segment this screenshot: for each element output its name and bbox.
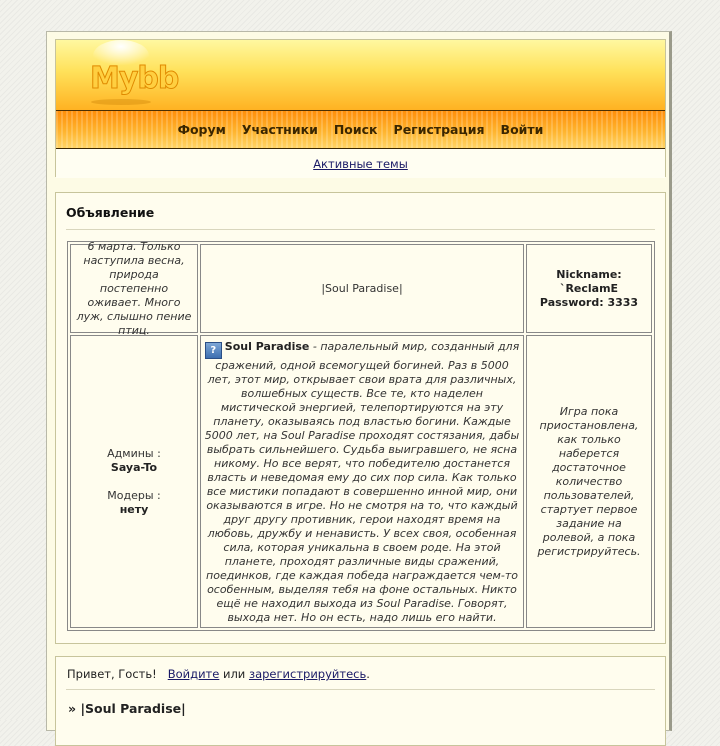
description-text: - паралельный мир, созданный для сражений, одной всемогущей богиней. Раз в 5000 лет, этот мир, открывает свои врата для различных, волшебных существ. Все те, кто наделен мистической энергией, телепортируются на эту планету, оказываясь под властью богини. Каждые 5000 лет, на Soul Paradise проходят состязания, дабы выбрать сильнейшего. Судьба выигравшего, не ясна никому. Но все верят, что победителю достанется власть и неведомая ему до сих пор сила. Как только все мистики попадают в совершенно инной мир, они оказываются в игре. Но не смотря на то, что каждый друг другу противник, герои находят время на любовь, дружбу и ненависть. У всех своя, особенная сила, которая уникальна в своем роде. На этой планете, проходят различные виды сражений, поединков, где каждая победа награждается чем-то особенным, выделяя тебя на фоне остальных. Никто ещё не находил выхода из Soul Paradise. Говорят, выхода нет. Но он есть, надо лишь его найти. xyxy=(204,340,520,624)
nav-forum[interactable]: Форум xyxy=(177,122,226,137)
nav-members[interactable]: Участники xyxy=(241,122,318,137)
nickname-value: `ReclamE xyxy=(559,281,619,295)
description-cell xyxy=(200,335,524,628)
date-cell: 6 марта. Только наступила весна, природа постепенно оживает. Много луж, слышно пение птиц. xyxy=(70,244,198,333)
login-link[interactable]: Войдите xyxy=(167,667,220,681)
nickname-label: Nickname: xyxy=(556,267,622,281)
subnav-bar xyxy=(56,149,665,178)
active-topics-link[interactable]: Активные темы xyxy=(313,156,408,171)
divider xyxy=(66,229,655,230)
forum-page xyxy=(46,31,672,731)
logo-text: Mybb xyxy=(90,61,179,96)
mods-label: Модеры : xyxy=(107,488,161,502)
nav-login[interactable]: Войти xyxy=(500,122,544,137)
register-link[interactable]: зарегистрируйтесь xyxy=(248,667,367,681)
admins-value: Saya-To xyxy=(110,460,158,474)
admins-label: Админы : xyxy=(107,446,161,460)
greeting-text: Привет, Гость! xyxy=(67,667,157,681)
announcement-block xyxy=(55,192,666,644)
forum-category-name: |Soul Paradise| xyxy=(80,701,186,716)
forum-prefix: » xyxy=(68,701,77,716)
password-text: Password: 3333 xyxy=(539,295,639,309)
header-banner xyxy=(56,40,665,110)
mybb-logo[interactable] xyxy=(86,46,179,106)
nav-register[interactable]: Регистрация xyxy=(393,122,485,137)
announcement-table xyxy=(67,241,655,631)
nav-search[interactable]: Поиск xyxy=(333,122,378,137)
divider xyxy=(66,689,655,690)
staff-cell xyxy=(70,335,198,628)
status-cell: Игра пока приостановлена, как только наберется достаточное количество пользователей, стартует первое задание на ролевой, а пока регистрируйтесь. xyxy=(526,335,652,628)
forum-header xyxy=(55,39,666,177)
or-text: или xyxy=(222,667,246,681)
forum-name-cell: |Soul Paradise| xyxy=(200,244,524,333)
credentials-cell xyxy=(526,244,652,333)
announcement-title: Объявление xyxy=(66,205,155,220)
guest-block xyxy=(55,656,666,746)
main-navigation xyxy=(56,111,665,150)
mods-value: нету xyxy=(119,502,149,516)
forum-category-title[interactable] xyxy=(68,701,186,716)
dot-text: . xyxy=(366,667,370,681)
guest-greeting-line xyxy=(67,667,370,681)
help-icon: ? xyxy=(205,342,222,359)
description-title: Soul Paradise xyxy=(224,340,310,353)
